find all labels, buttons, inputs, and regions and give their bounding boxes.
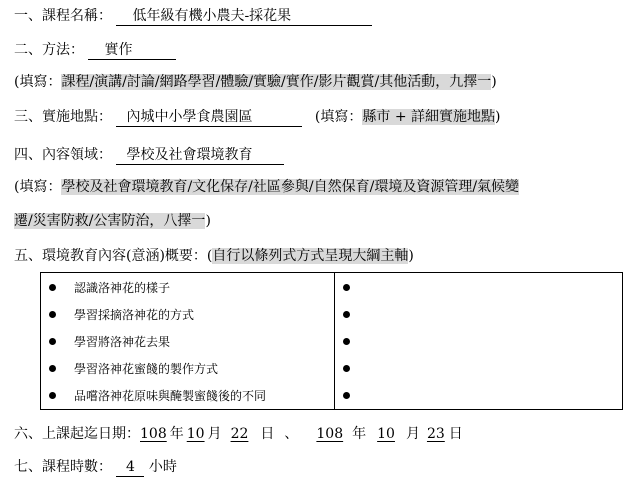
start-year[interactable]: 108: [140, 426, 167, 442]
location-hint-suffix: ): [495, 109, 501, 125]
list-item: [49, 332, 170, 352]
method-hint-row: [14, 72, 497, 92]
domain-hint-prefix: (填寫：: [14, 179, 62, 195]
course-name-row: [14, 6, 372, 26]
summary-label: 五、環境教育內容(意涵)概要：(: [14, 248, 213, 264]
year-char: 年: [352, 426, 367, 442]
end-year[interactable]: 108: [316, 426, 344, 442]
list-item: [49, 278, 170, 298]
date-separator: 、: [284, 426, 299, 442]
list-item-text: 品嚐洛神花原味與醃製蜜餞後的不同: [74, 389, 267, 403]
bullet-icon: [49, 338, 56, 345]
bullet-icon: [343, 365, 350, 372]
list-item-text: 學習洛神花蜜餞的製作方式: [74, 362, 219, 376]
summary-row: [14, 246, 414, 266]
location-label: 三、實施地點：: [14, 109, 112, 125]
day-char: 日: [260, 426, 275, 442]
domain-row: [14, 145, 284, 165]
summary-hint: 自行以條列式方式呈現大綱主軸: [212, 248, 409, 264]
bullet-icon: [343, 338, 350, 345]
hours-value[interactable]: 4: [116, 458, 144, 477]
start-day[interactable]: 22: [230, 426, 249, 442]
method-row: [14, 40, 176, 60]
content-table: [40, 272, 623, 410]
domain-options-hint-b: 遷/災害防救/公害防治，八擇一: [14, 213, 206, 229]
location-hint: 縣市 + 詳細實施地點: [362, 109, 496, 125]
bullet-icon: [49, 311, 56, 318]
location-row: [14, 107, 500, 127]
end-month[interactable]: 10: [377, 426, 395, 442]
hours-row: [14, 457, 177, 477]
domain-value[interactable]: 學校及社會環境教育: [116, 146, 284, 165]
month-char: 月: [207, 426, 222, 442]
year-char: 年: [169, 426, 184, 442]
domain-hint-row: [14, 177, 519, 197]
list-item: [49, 359, 218, 379]
bullet-icon: [49, 392, 56, 399]
list-item-text: 認識洛神花的樣子: [74, 281, 171, 295]
hours-unit: 小時: [148, 459, 177, 475]
content-column-left: [41, 273, 335, 409]
location-hint-prefix: (填寫：: [314, 109, 363, 125]
course-name-label: 一、課程名稱：: [14, 8, 112, 24]
domain-label: 四、內容領域：: [14, 147, 112, 163]
method-value[interactable]: 實作: [88, 41, 176, 60]
dates-row: [14, 424, 463, 444]
domain-options-hint-a: 學校及社會環境教育/文化保存/社區參與/自然保育/環境及資源管理/氣候變: [61, 179, 520, 195]
list-item: [49, 305, 194, 325]
hours-label: 七、課程時數：: [14, 459, 112, 475]
bullet-icon: [343, 311, 350, 318]
month-char: 月: [405, 426, 420, 442]
end-day[interactable]: 23: [426, 426, 445, 442]
method-options-hint: 課程/演講/討論/網路學習/體驗/實驗/實作/影片觀賞/其他活動，九擇一: [61, 74, 492, 90]
summary-suffix: ): [408, 248, 414, 264]
bullet-icon: [343, 284, 350, 291]
location-value[interactable]: 內城中小學食農園區: [116, 108, 302, 127]
bullet-icon: [49, 365, 56, 372]
dates-label: 六、上課起迄日期：: [14, 426, 140, 442]
hint-prefix: (填寫：: [14, 74, 62, 90]
content-column-right[interactable]: [335, 273, 622, 409]
list-item-text: 學習將洛神花去果: [74, 335, 171, 349]
domain-hint-suffix: ): [205, 213, 211, 229]
course-name-value[interactable]: 低年級有機小農夫-採花果: [116, 7, 372, 26]
domain-hint-row-2: [14, 211, 211, 231]
bullet-icon: [343, 392, 350, 399]
bullet-icon: [49, 284, 56, 291]
list-item-text: 學習採摘洛神花的方式: [74, 308, 195, 322]
start-month[interactable]: 10: [186, 426, 205, 442]
hint-suffix: ): [491, 74, 497, 90]
day-char: 日: [448, 426, 463, 442]
list-item: [49, 386, 266, 406]
method-label: 二、方法：: [14, 42, 84, 58]
